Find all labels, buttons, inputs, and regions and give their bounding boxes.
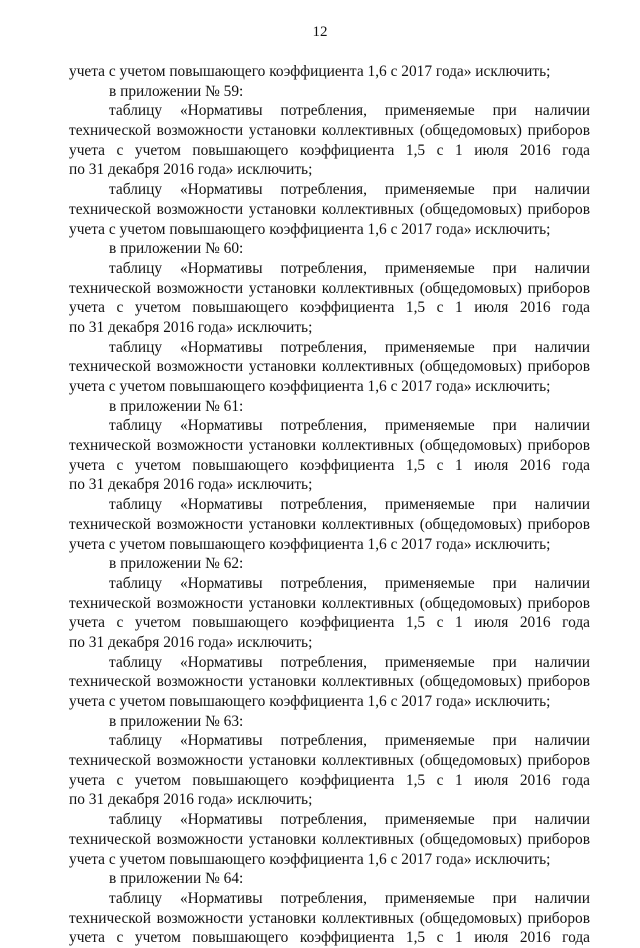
text-line: таблицу «Нормативы потребления, применяемые при наличии — [109, 811, 590, 829]
text-line: таблицу «Нормативы потребления, применяемые при наличии — [109, 417, 590, 435]
text-line: технической возможности установки коллективных (общедомовых) приборов — [69, 200, 590, 218]
text-line: по 31 декабря 2016 года» исключить; — [69, 318, 313, 336]
page-number: 12 — [312, 24, 328, 40]
text-line: таблицу «Нормативы потребления, применяемые при наличии — [109, 496, 590, 514]
text-line: учета с учетом повышающего коэффициента 1,6 с 2017 года» исключить; — [69, 850, 551, 868]
text-line: таблицу «Нормативы потребления, применяемые при наличии — [109, 338, 590, 356]
text-line: таблицу «Нормативы потребления, применяемые при наличии — [109, 259, 590, 277]
text-line: в приложении № 63: — [109, 712, 244, 730]
text-line: технической возможности установки коллективных (общедомовых) приборов — [69, 437, 590, 455]
text-line: учета с учетом повышающего коэффициента 1,6 с 2017 года» исключить; — [69, 693, 551, 710]
text-line: технической возможности установки коллективных (общедомовых) приборов — [69, 909, 590, 927]
text-line: таблицу «Нормативы потребления, применяемые при наличии — [109, 732, 590, 750]
text-line: в приложении № 61: — [109, 397, 244, 415]
text-line: технической возможности установки коллективных (общедомовых) приборов — [69, 358, 590, 376]
text-line: технической возможности установки коллективных (общедомовых) приборов — [69, 594, 590, 612]
text-line: таблицу «Нормативы потребления, применяемые при наличии — [109, 653, 590, 671]
text-line: в приложении № 59: — [109, 82, 244, 100]
text-line: технической возможности установки коллективных (общедомовых) приборов — [69, 830, 590, 848]
text-line: технической возможности установки коллективных (общедомовых) приборов — [69, 673, 590, 691]
text-line: в приложении № 64: — [109, 870, 244, 888]
text-line: в приложении № 60: — [109, 240, 244, 258]
text-line: учета с учетом повышающего коэффициента 1,6 с 2017 года» исключить; — [69, 220, 551, 238]
text-line: учета с учетом повышающего коэффициента 1,5 с 1 июля 2016 года — [69, 929, 590, 947]
text-line: по 31 декабря 2016 года» исключить; — [69, 633, 313, 651]
text-line: учета с учетом повышающего коэффициента 1,5 с 1 июля 2016 года — [69, 299, 590, 317]
text-line: учета с учетом повышающего коэффициента 1,6 с 2017 года» исключить; — [69, 378, 551, 395]
text-line: технической возможности установки коллективных (общедомовых) приборов — [69, 279, 590, 297]
text-line: технической возможности установки коллективных (общедомовых) приборов — [69, 122, 590, 140]
text-line: по 31 декабря 2016 года» исключить; — [69, 161, 313, 179]
text-line: учета с учетом повышающего коэффициента 1,5 с 1 июля 2016 года — [69, 141, 590, 159]
text-line: учета с учетом повышающего коэффициента 1,6 с 2017 года» исключить; — [69, 63, 551, 80]
text-line: учета с учетом повышающего коэффициента 1,5 с 1 июля 2016 года — [69, 771, 590, 789]
text-line: по 31 декабря 2016 года» исключить; — [69, 476, 313, 494]
text-line: технической возможности установки коллективных (общедомовых) приборов — [69, 752, 590, 770]
text-line: по 31 декабря 2016 года» исключить; — [69, 791, 313, 809]
text-line: учета с учетом повышающего коэффициента 1,5 с 1 июля 2016 года — [69, 614, 590, 632]
text-line: учета с учетом повышающего коэффициента 1,6 с 2017 года» исключить; — [69, 535, 551, 553]
text-line: таблицу «Нормативы потребления, применяемые при наличии — [109, 102, 590, 120]
document-body — [69, 62, 590, 948]
text-line: в приложении № 62: — [109, 555, 244, 573]
text-line: таблицу «Нормативы потребления, применяемые при наличии — [109, 181, 590, 199]
text-line: таблицу «Нормативы потребления, применяемые при наличии — [109, 889, 590, 907]
text-line: учета с учетом повышающего коэффициента 1,5 с 1 июля 2016 года — [69, 456, 590, 474]
text-line: таблицу «Нормативы потребления, применяемые при наличии — [109, 574, 590, 592]
text-line: технической возможности установки коллективных (общедомовых) приборов — [69, 515, 590, 533]
